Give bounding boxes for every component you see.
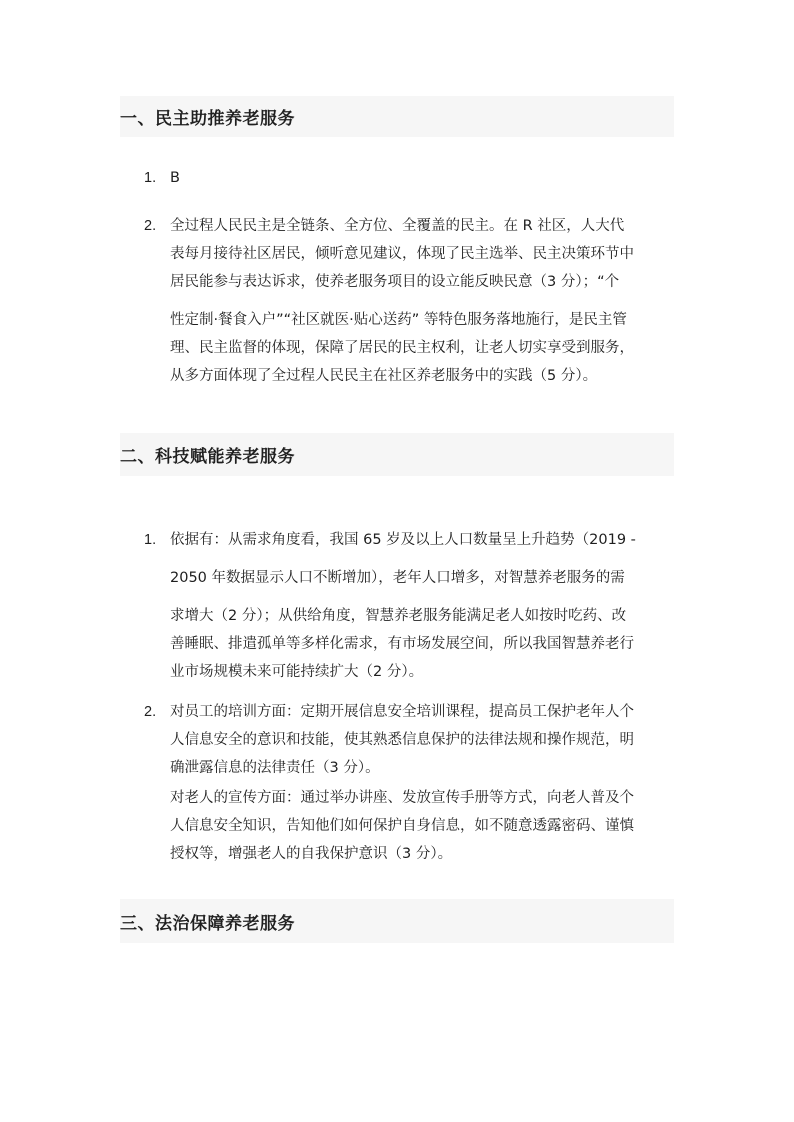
item-text-line: 性定制·餐食入户”“社区就医·贴心送药” 等特色服务落地施行，是民主管 — [170, 312, 627, 328]
list-item — [120, 212, 680, 390]
list-item — [120, 526, 680, 686]
item-text-line: 2050 年数据显示人口不断增加），老年人口增多，对智慧养老服务的需 — [170, 570, 625, 586]
item-number: 2. — [144, 218, 157, 234]
item-text-line: 人信息安全的意识和技能，使其熟悉信息保护的法律法规和操作规范，明 — [170, 732, 634, 748]
item-text-line: 从多方面体现了全过程人民民主在社区养老服务中的实践（5 分）。 — [170, 368, 598, 384]
item-number: 1. — [144, 532, 157, 548]
list-item — [120, 698, 680, 868]
section-heading-rule-of-law — [120, 899, 674, 943]
list-item — [120, 164, 680, 192]
item-number: 1. — [144, 170, 157, 186]
item-text-line: 对老人的宣传方面：通过举办讲座、发放宣传手册等方式，向老人普及个 — [170, 790, 634, 806]
item-text-line: B — [170, 170, 180, 186]
answer-list-section-1 — [120, 164, 680, 390]
item-text-line: 人信息安全知识，告知他们如何保护自身信息，如不随意透露密码、谨慎 — [170, 818, 634, 834]
answer-list-section-2 — [120, 526, 680, 868]
section-title: 一、民主助推养老服务 — [120, 109, 295, 129]
item-text-line: 对员工的培训方面：定期开展信息安全培训课程，提高员工保护老年人个 — [170, 704, 634, 720]
section-title: 三、法治保障养老服务 — [120, 913, 295, 934]
item-number: 2. — [144, 704, 157, 720]
item-text-line: 求增大（2 分）；从供给角度，智慧养老服务能满足老人如按时吃药、改 — [170, 608, 627, 624]
item-text-line: 确泄露信息的法律责任（3 分）。 — [170, 760, 380, 776]
item-text-line: 业市场规模未来可能持续扩大（2 分）。 — [170, 664, 424, 680]
item-text-line: 全过程人民民主是全链条、全方位、全覆盖的民主。在 R 社区，人大代 — [170, 218, 625, 234]
item-text-line: 善睡眠、排遣孤单等多样化需求，有市场发展空间，所以我国智慧养老行 — [170, 636, 634, 652]
section-heading-technology — [120, 433, 674, 476]
item-text-line: 授权等，增强老人的自我保护意识（3 分）。 — [170, 846, 453, 862]
section-heading-democracy — [120, 96, 674, 137]
item-text-line: 理、民主监督的体现，保障了居民的民主权利，让老人切实享受到服务， — [170, 340, 634, 356]
item-text-line: 居民能参与表达诉求，使养老服务项目的设立能反映民意（3 分）；“个 — [170, 274, 620, 290]
item-text-line: 表每月接待社区居民，倾听意见建议，体现了民主选举、民主决策环节中 — [170, 246, 634, 262]
item-text-line: 依据有：从需求角度看，我国 65 岁及以上人口数量呈上升趋势（2019 - — [170, 532, 636, 548]
section-title: 二、科技赋能养老服务 — [120, 447, 295, 467]
